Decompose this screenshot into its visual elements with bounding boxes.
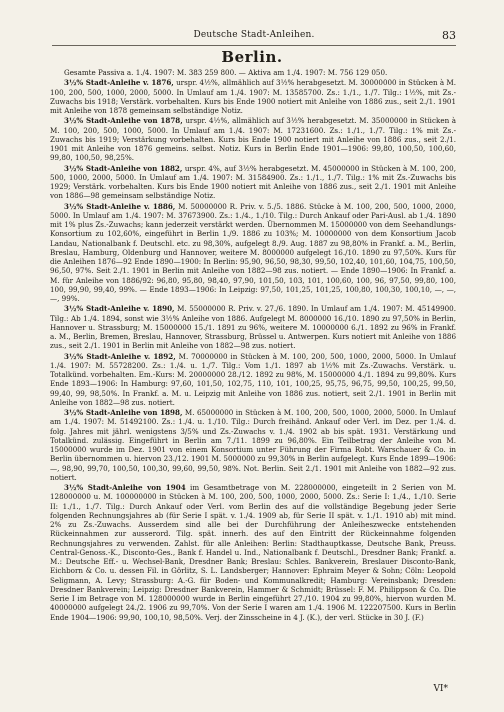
paragraph-text: urspr. 4%, auf 3½% herabgesetzt. M. 45000000 in Stücken à M. 100, 200, 500, 1000, 2000, 5000. In Umlauf am 1./4. 1907: M. 31584900. Zs.: 1./1., 1./7. Tilg.: 1% mit Zs.-Zuwachs bis 1929; Verstärk. vorbehalten. Kurs bis Ende 1900 notiert mit Anleihe von 1886 zus., seit 2./1. 1901 mit Anleihe von 1886—98 gemeinsam selbständige Notiz. (50, 163, 456, 201)
paragraph-lead: 3½% Stadt-Anleihe von 1878, (64, 116, 183, 126)
section-title: Berlin. (221, 48, 283, 66)
paragraph-lead: 3½% Stadt-Anleihe v. 1876, (64, 78, 174, 88)
paragraph-text: im Gesamtbetrage von M. 228000000, eingeteilt in 2 Serien von M. 128000000 u. M. 100000000 in Stücken à M. 100, 200, 500, 1000, 2000, 5000. Zs.: Serie I: 1./4., 1./10. Serie II: 1./1., 1./7. Tilg.: Durch Ankauf oder Verl. vom Berlin des auf die vollständige Begebung jeder Serie folgenden Rechnungsjahres ab (für Serie I spät. v. 1./4. 1909 ab, für Serie II spät. v. 1./1. 1910 ab) mit mind. 2% zu Zs.-Zuwachs. Ausserdem sind alle bei der Durchführung der Anleiheszwecke entstehenden Rückeinnahmen zur ausserord. Tilg. spät. innerh. des auf den Eintritt der Rückeinnahme folgenden Rechnungsjahres zu verwenden. Zahlst. für alle Anleihen: Berlin: Stadthauptkasse, Deutsche Bank, Preuss. Central-Genoss.-K., Disconto-Ges., Bank f. Handel u. Ind., Nationalbank f. Deutschl., Dresdner Bank; Frankf. a. M.: Deutsche Eff.- u. Wechsel-Bank, Dresdner Bank; Breslau: Schles. Bankverein, Breslauer Disconto-Bank, Eichborn & Co. u. dessen Fil. in Görlitz, S. L. Landsberger; Hannover: Ephraim Meyer & Sohn; Cöln: Leopold Seligmann, A. Levy; Strassburg: A.-G. für Boden- und Kommunalkredit; Hamburg: Vereinsbank; Dresden: Dresdner Bankverein; Leipzig: Dresdner Bankverein, Hammer & Schmidt; Brüssel: F. M. Philippson & Co. Die Serie I im Betrage von M. 128000000 wurde in Berlin eingeführt 27./10. 1904 zu 99,80%, hiervon wurden M. 40000000 aufgelegt 24./2. 1906 zu 99,70%. Von der Serie I waren am 1./4. 1906 M. 122207500. Kurs in Berlin Ende 1904—1906: 99,90, 100,10, 98,50%. Verj. der Zinsscheine in 4 J. (K.), der verl. Stücke in 30 J. (F.) (50, 483, 456, 622)
paragraph (50, 68, 456, 77)
paragraph-lead: 3½% Stadt-Anleihe v. 1886, (64, 201, 176, 211)
page-header (52, 30, 456, 44)
paragraph-text: M. 70000000 in Stücken à M. 100, 200, 500, 1000, 2000, 5000. In Umlauf 1./4. 1907: M. 55728200. Zs.: 1./4. u. 1./7. Tilg.: Vom 1./1. 1897 ab 1½% mit Zs.-Zuwachs. Verstärk. u. Totalkünd. vorbehalten. Em.-Kurs: M. 20000000 28./12. 1892 zu 98%, M. 15000000 4./1. 1894 zu 99,80%. Kurs Ende 1893—1906: In Hamburg: 97,60, 101,50, 102,75, 110, 101, 100,25, 95,75, 96,75, 99,50, 100,25, 99,50, 99,40, 99, 98,50%. In Frankf. a. M. u. Leipzig mit Anleihe von 1886 zus. notiert, seit 2./1. 1901 in Berlin mit Anleihe von 1882—98 zus. notiert. (50, 351, 456, 407)
body-text (50, 68, 456, 678)
signature-mark: VI* (433, 684, 448, 694)
paragraph-text: urspr. 4½%, allmählich auf 3½% herabgesetzt. M. 35000000 in Stücken à M. 100, 200, 500, 1000, 5000. In Umlauf am 1./4. 1907: M. 17231600. Zs.: 1./1., 1./7. Tilg.: 1% mit Zs.-Zuwachs bis 1919; Verstärkung vorbehalten. Kurs bis Ende 1900 notiert mit Anleihe von 1886 zus., seit 2./1. 1901 mit Anleihe von 1876 gemeins. selbst. Notiz. Kurs in Berlin Ende 1901—1906: 99,80, 100,50, 100,60, 99,80, 100,50, 98,25%. (50, 116, 456, 163)
paragraph (50, 78, 456, 115)
header-rule (52, 45, 456, 46)
paragraph-text: M. 55000000 R. Priv. v. 27./6. 1890. In Umlauf am 1./4. 1907: M. 45149900. Tilg.: Ab 1./4. 1894, sonst wie 3½% Anleihe von 1886. Aufgelegt M. 8000000 16./10. 1890 zu 97,50% in Berlin, Hannover u. Strassburg; M. 15000000 15./1. 1891 zu 96%, weitere M. 10000000 6./1. 1892 zu 96% in Frankf. a. M., Berlin, Bremen, Breslau, Hannover, Strassburg, Brüssel u. Antwerpen. Kurs notiert mit Anleihe von 1886 zus., seit 2./1. 1901 in Berlin mit Anleihe von 1882—98 zus. notiert. (50, 304, 456, 351)
paragraph (50, 352, 456, 408)
paragraph-lead: 3½% Stadt-Anleihe v. 1890, (64, 304, 175, 314)
paragraph (50, 408, 456, 482)
paragraph-lead: 3½% Stadt-Anleihe von 1898, (64, 408, 183, 417)
paragraph-text: urspr. 4½%, allmählich auf 3½% herabgesetzt. M. 30000000 in Stücken à M. 100, 200, 500, 1000, 2000, 5000. In Umlauf am 1./4. 1907: M. 13585700. Zs.: 1./1., 1./7. Tilg.: 1½%, mit Zs.-Zuwachs bis 1918; Verstärk. vorbehalten. Kurs bis Ende 1900 notiert mit Anleihe von 1886 zus., seit 2./1. 1901 mit Anleihe von 1878 gemeinsam selbständige Notiz. (50, 78, 456, 115)
paragraph-lead: 3½% Stadt-Anleihe v. 1892, (64, 351, 176, 361)
paragraph-text: M. 50000000 R. Priv. v. 5./5. 1886. Stücke à M. 100, 200, 500, 1000, 2000, 5000. In Umlauf am 1./4. 1907: M. 37673900. Zs.: 1./4., 1./10. Tilg.: Durch Ankauf oder Pari-Ausl. ab 1./4. 1890 mit 1% plus Zs.-Zuwachs; kann jederzeit verstärkt werden. Übernommen M. 15000000 von dem Seehandlungs-Konsortium zu 102,60%, eingeführt in Berlin 1./9. 1886 zu 103%; M. 10000000 von dem Konsortium Jacob Landau, Nationalbank f. Deutschl. etc. zu 98,30%, aufgelegt 8./9. Aug. 1887 zu 98,80% in Frankf. a. M., Berlin, Breslau, Hamburg, Oldenburg und Hannover, weitere M. 8000000 aufgelegt 16./10. 1890 zu 97,50%. Kurs für die Anleihen 1876—92 Ende 1890—1900: In Berlin: 95,90, 96,50, 98,30, 99,50, 102,40, 101,60, 104,75, 100,50, 96,50, 97%. Seit 2./1. 1901 in Berlin mit Anleihe von 1882—98 zus. notiert. — Ende 1890—1906: In Frankf. a. M. für Anleihe von 1886/92: 96,80, 95,80, 98,40, 97,90, 101,50, 103, 101, 100,60, 100, 96, 97,50, 99,80, 100, 100, 99,90, 99,40, 99%. — Ende 1893—1906: In Leipzig: 97,50, 101,25, 101,25, 100,80, 100,30, 100,10, —, —, —, 99%. (50, 201, 456, 303)
paragraph (50, 483, 456, 622)
paragraph (50, 116, 456, 162)
paragraph-text: Gesamte Passiva a. 1./4. 1907: M. 383 259 800. — Aktiva am 1./4. 1907: M. 756 129 050. (64, 68, 388, 77)
paragraph (50, 202, 456, 304)
paragraph (50, 164, 456, 201)
paragraph-lead: 3½% Stadt-Anleihe von 1904 (64, 483, 186, 492)
paragraph-lead: 3½% Stadt-Anleihe von 1882, (64, 163, 183, 173)
running-title: Deutsche Stadt-Anleihen. (193, 30, 315, 40)
page-number: 83 (442, 29, 456, 42)
paragraph-text: M. 65000000 in Stücken à M. 100, 200, 500, 1000, 2000, 5000. In Umlauf am 1./4. 1907: M. 51492100. Zs.: 1./4. u. 1./10. Tilg.: Durch freihänd. Ankauf oder Verl. im Dez. per 1./4. d. folg. Jahres mit jährl. wenigstens 3/5% und Zs.-Zuwachs v. 1./4. 1902 ab bis spät. 1931. Verstärkung und Totalkünd. zulässig. Eingeführt in Berlin am 7./11. 1899 zu 96,80%. Ein Teilbetrag der Anleihe von M. 15000000 wurde im Dez. 1901 von einem Konsortium unter Führung der Firma Robt. Warschauer & Co. in Berlin übernommen u. hiervon 23./12. 1901 M. 5000000 zu 99,30% in Berlin aufgelegt. Kurs Ende 1899—1906: —, 98,90, 99,70, 100,50, 100,30, 99,60, 99,50, 98%. Not. Berlin. Seit 2./1. 1901 mit Anleihe von 1882—92 zus. notiert. (50, 408, 456, 482)
paragraph (50, 304, 456, 350)
